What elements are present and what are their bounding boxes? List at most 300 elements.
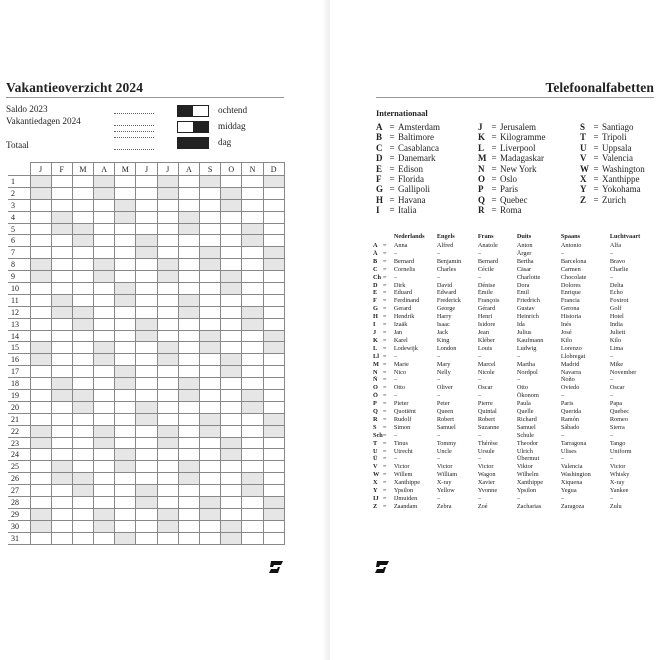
day-cell[interactable] <box>178 508 199 520</box>
day-cell[interactable] <box>242 390 263 402</box>
day-cell[interactable] <box>200 318 221 330</box>
day-cell[interactable] <box>136 390 157 402</box>
day-cell[interactable] <box>51 366 72 378</box>
day-cell[interactable] <box>263 306 284 318</box>
day-cell[interactable] <box>200 520 221 532</box>
day-cell[interactable] <box>72 508 93 520</box>
day-cell[interactable] <box>115 199 136 211</box>
day-cell[interactable] <box>51 330 72 342</box>
day-cell[interactable] <box>94 485 115 497</box>
day-cell[interactable] <box>200 497 221 509</box>
day-cell[interactable] <box>242 485 263 497</box>
day-cell[interactable] <box>221 508 242 520</box>
day-cell[interactable] <box>157 247 178 259</box>
day-cell[interactable] <box>115 390 136 402</box>
day-cell[interactable] <box>72 390 93 402</box>
day-cell[interactable] <box>221 271 242 283</box>
day-cell[interactable] <box>115 342 136 354</box>
day-cell[interactable] <box>72 354 93 366</box>
day-cell[interactable] <box>136 366 157 378</box>
day-cell[interactable] <box>30 449 51 461</box>
day-cell[interactable] <box>51 187 72 199</box>
day-cell[interactable] <box>72 199 93 211</box>
day-cell[interactable] <box>200 532 221 544</box>
day-cell[interactable] <box>136 283 157 295</box>
day-cell[interactable] <box>72 449 93 461</box>
day-cell[interactable] <box>30 306 51 318</box>
day-cell[interactable] <box>51 497 72 509</box>
day-cell[interactable] <box>157 520 178 532</box>
day-cell[interactable] <box>157 187 178 199</box>
day-cell[interactable] <box>263 283 284 295</box>
day-cell[interactable] <box>115 294 136 306</box>
day-cell[interactable] <box>157 259 178 271</box>
day-cell[interactable] <box>157 294 178 306</box>
day-cell[interactable] <box>115 306 136 318</box>
day-cell[interactable] <box>242 413 263 425</box>
day-cell[interactable] <box>242 532 263 544</box>
day-cell[interactable] <box>30 294 51 306</box>
day-cell[interactable] <box>178 283 199 295</box>
day-cell[interactable] <box>200 330 221 342</box>
day-cell[interactable] <box>157 497 178 509</box>
day-cell[interactable] <box>136 330 157 342</box>
day-cell[interactable] <box>221 413 242 425</box>
day-cell[interactable] <box>72 366 93 378</box>
day-cell[interactable] <box>200 271 221 283</box>
day-cell[interactable] <box>178 437 199 449</box>
day-cell[interactable] <box>200 187 221 199</box>
day-cell[interactable] <box>115 271 136 283</box>
day-cell[interactable] <box>242 259 263 271</box>
day-cell[interactable] <box>94 520 115 532</box>
day-cell[interactable] <box>157 485 178 497</box>
day-cell[interactable] <box>51 283 72 295</box>
day-cell[interactable] <box>115 283 136 295</box>
day-cell[interactable] <box>263 235 284 247</box>
day-cell[interactable] <box>157 390 178 402</box>
day-cell[interactable] <box>51 294 72 306</box>
day-cell[interactable] <box>94 176 115 188</box>
day-cell[interactable] <box>263 532 284 544</box>
day-cell[interactable] <box>115 461 136 473</box>
day-cell[interactable] <box>136 520 157 532</box>
day-cell[interactable] <box>94 366 115 378</box>
day-cell[interactable] <box>178 449 199 461</box>
day-cell[interactable] <box>221 176 242 188</box>
day-cell[interactable] <box>200 425 221 437</box>
day-cell[interactable] <box>200 306 221 318</box>
day-cell[interactable] <box>157 271 178 283</box>
day-cell[interactable] <box>115 425 136 437</box>
day-cell[interactable] <box>242 461 263 473</box>
day-cell[interactable] <box>157 508 178 520</box>
day-cell[interactable] <box>178 271 199 283</box>
day-cell[interactable] <box>115 176 136 188</box>
day-cell[interactable] <box>136 425 157 437</box>
day-cell[interactable] <box>242 378 263 390</box>
day-cell[interactable] <box>263 342 284 354</box>
day-cell[interactable] <box>136 413 157 425</box>
day-cell[interactable] <box>72 425 93 437</box>
day-cell[interactable] <box>94 342 115 354</box>
day-cell[interactable] <box>72 187 93 199</box>
day-cell[interactable] <box>178 378 199 390</box>
day-cell[interactable] <box>242 223 263 235</box>
day-cell[interactable] <box>157 199 178 211</box>
day-cell[interactable] <box>221 354 242 366</box>
day-cell[interactable] <box>51 247 72 259</box>
day-cell[interactable] <box>200 508 221 520</box>
day-cell[interactable] <box>136 211 157 223</box>
day-cell[interactable] <box>242 211 263 223</box>
day-cell[interactable] <box>221 461 242 473</box>
day-cell[interactable] <box>136 473 157 485</box>
day-cell[interactable] <box>221 366 242 378</box>
day-cell[interactable] <box>178 520 199 532</box>
day-cell[interactable] <box>30 473 51 485</box>
day-cell[interactable] <box>221 223 242 235</box>
day-cell[interactable] <box>94 318 115 330</box>
day-cell[interactable] <box>178 306 199 318</box>
day-cell[interactable] <box>263 485 284 497</box>
day-cell[interactable] <box>200 223 221 235</box>
day-cell[interactable] <box>200 390 221 402</box>
day-cell[interactable] <box>115 508 136 520</box>
day-cell[interactable] <box>200 461 221 473</box>
day-cell[interactable] <box>242 437 263 449</box>
day-cell[interactable] <box>51 461 72 473</box>
day-cell[interactable] <box>221 199 242 211</box>
day-cell[interactable] <box>94 354 115 366</box>
day-cell[interactable] <box>30 413 51 425</box>
day-cell[interactable] <box>242 199 263 211</box>
day-cell[interactable] <box>136 437 157 449</box>
day-cell[interactable] <box>263 508 284 520</box>
day-cell[interactable] <box>136 378 157 390</box>
day-cell[interactable] <box>51 354 72 366</box>
day-cell[interactable] <box>30 211 51 223</box>
day-cell[interactable] <box>157 342 178 354</box>
day-cell[interactable] <box>178 413 199 425</box>
day-cell[interactable] <box>136 271 157 283</box>
day-cell[interactable] <box>242 366 263 378</box>
day-cell[interactable] <box>263 473 284 485</box>
day-cell[interactable] <box>221 485 242 497</box>
day-cell[interactable] <box>94 259 115 271</box>
day-cell[interactable] <box>242 508 263 520</box>
day-cell[interactable] <box>51 318 72 330</box>
day-cell[interactable] <box>115 473 136 485</box>
day-cell[interactable] <box>136 176 157 188</box>
day-cell[interactable] <box>178 259 199 271</box>
day-cell[interactable] <box>115 532 136 544</box>
day-cell[interactable] <box>200 294 221 306</box>
day-cell[interactable] <box>242 520 263 532</box>
day-cell[interactable] <box>242 318 263 330</box>
day-cell[interactable] <box>136 199 157 211</box>
day-cell[interactable] <box>30 199 51 211</box>
day-cell[interactable] <box>221 283 242 295</box>
day-cell[interactable] <box>51 199 72 211</box>
day-cell[interactable] <box>72 330 93 342</box>
day-cell[interactable] <box>115 318 136 330</box>
day-cell[interactable] <box>221 401 242 413</box>
day-cell[interactable] <box>157 401 178 413</box>
day-cell[interactable] <box>263 176 284 188</box>
day-cell[interactable] <box>72 497 93 509</box>
day-cell[interactable] <box>30 235 51 247</box>
day-cell[interactable] <box>72 235 93 247</box>
day-cell[interactable] <box>221 235 242 247</box>
day-cell[interactable] <box>178 176 199 188</box>
day-cell[interactable] <box>94 473 115 485</box>
day-cell[interactable] <box>263 390 284 402</box>
day-cell[interactable] <box>263 401 284 413</box>
day-cell[interactable] <box>94 247 115 259</box>
day-cell[interactable] <box>221 294 242 306</box>
day-cell[interactable] <box>242 449 263 461</box>
day-cell[interactable] <box>94 508 115 520</box>
day-cell[interactable] <box>72 532 93 544</box>
day-cell[interactable] <box>200 449 221 461</box>
day-cell[interactable] <box>178 247 199 259</box>
day-cell[interactable] <box>157 211 178 223</box>
day-cell[interactable] <box>30 461 51 473</box>
day-cell[interactable] <box>115 187 136 199</box>
day-cell[interactable] <box>242 401 263 413</box>
day-cell[interactable] <box>30 259 51 271</box>
day-cell[interactable] <box>200 413 221 425</box>
day-cell[interactable] <box>136 461 157 473</box>
day-cell[interactable] <box>242 247 263 259</box>
day-cell[interactable] <box>136 401 157 413</box>
day-cell[interactable] <box>94 413 115 425</box>
day-cell[interactable] <box>157 437 178 449</box>
day-cell[interactable] <box>94 223 115 235</box>
day-cell[interactable] <box>200 378 221 390</box>
day-cell[interactable] <box>221 437 242 449</box>
day-cell[interactable] <box>94 378 115 390</box>
day-cell[interactable] <box>200 473 221 485</box>
day-cell[interactable] <box>263 259 284 271</box>
day-cell[interactable] <box>51 401 72 413</box>
day-cell[interactable] <box>94 497 115 509</box>
day-cell[interactable] <box>51 413 72 425</box>
day-cell[interactable] <box>178 532 199 544</box>
day-cell[interactable] <box>72 176 93 188</box>
day-cell[interactable] <box>30 330 51 342</box>
day-cell[interactable] <box>72 378 93 390</box>
day-cell[interactable] <box>136 294 157 306</box>
day-cell[interactable] <box>221 211 242 223</box>
day-cell[interactable] <box>115 413 136 425</box>
day-cell[interactable] <box>242 187 263 199</box>
day-cell[interactable] <box>178 461 199 473</box>
day-cell[interactable] <box>263 366 284 378</box>
day-cell[interactable] <box>263 425 284 437</box>
day-cell[interactable] <box>242 425 263 437</box>
day-cell[interactable] <box>115 366 136 378</box>
day-cell[interactable] <box>242 271 263 283</box>
day-cell[interactable] <box>221 497 242 509</box>
day-cell[interactable] <box>178 187 199 199</box>
day-cell[interactable] <box>200 259 221 271</box>
day-cell[interactable] <box>115 485 136 497</box>
day-cell[interactable] <box>94 294 115 306</box>
day-cell[interactable] <box>30 366 51 378</box>
day-cell[interactable] <box>157 283 178 295</box>
day-cell[interactable] <box>242 473 263 485</box>
day-cell[interactable] <box>136 449 157 461</box>
day-cell[interactable] <box>115 497 136 509</box>
day-cell[interactable] <box>72 283 93 295</box>
day-cell[interactable] <box>157 306 178 318</box>
day-cell[interactable] <box>221 259 242 271</box>
day-cell[interactable] <box>136 485 157 497</box>
day-cell[interactable] <box>72 223 93 235</box>
day-cell[interactable] <box>157 413 178 425</box>
day-cell[interactable] <box>200 485 221 497</box>
day-cell[interactable] <box>178 199 199 211</box>
day-cell[interactable] <box>263 520 284 532</box>
day-cell[interactable] <box>72 247 93 259</box>
day-cell[interactable] <box>51 211 72 223</box>
day-cell[interactable] <box>30 401 51 413</box>
day-cell[interactable] <box>115 354 136 366</box>
day-cell[interactable] <box>136 247 157 259</box>
day-cell[interactable] <box>157 176 178 188</box>
day-cell[interactable] <box>136 259 157 271</box>
day-cell[interactable] <box>263 199 284 211</box>
day-cell[interactable] <box>115 211 136 223</box>
day-cell[interactable] <box>94 283 115 295</box>
day-cell[interactable] <box>94 306 115 318</box>
day-cell[interactable] <box>30 485 51 497</box>
day-cell[interactable] <box>94 330 115 342</box>
day-cell[interactable] <box>30 437 51 449</box>
day-cell[interactable] <box>94 211 115 223</box>
day-cell[interactable] <box>221 473 242 485</box>
day-cell[interactable] <box>51 508 72 520</box>
day-cell[interactable] <box>200 199 221 211</box>
day-cell[interactable] <box>221 342 242 354</box>
day-cell[interactable] <box>115 401 136 413</box>
day-cell[interactable] <box>263 294 284 306</box>
day-cell[interactable] <box>263 413 284 425</box>
day-cell[interactable] <box>242 497 263 509</box>
day-cell[interactable] <box>30 187 51 199</box>
day-cell[interactable] <box>242 294 263 306</box>
day-cell[interactable] <box>115 330 136 342</box>
day-cell[interactable] <box>136 508 157 520</box>
day-cell[interactable] <box>157 532 178 544</box>
day-cell[interactable] <box>72 401 93 413</box>
day-cell[interactable] <box>242 235 263 247</box>
day-cell[interactable] <box>115 520 136 532</box>
day-cell[interactable] <box>221 247 242 259</box>
day-cell[interactable] <box>51 425 72 437</box>
day-cell[interactable] <box>136 532 157 544</box>
day-cell[interactable] <box>157 318 178 330</box>
day-cell[interactable] <box>221 449 242 461</box>
day-cell[interactable] <box>115 449 136 461</box>
day-cell[interactable] <box>157 354 178 366</box>
day-cell[interactable] <box>115 223 136 235</box>
day-cell[interactable] <box>157 378 178 390</box>
day-cell[interactable] <box>51 437 72 449</box>
day-cell[interactable] <box>30 532 51 544</box>
day-cell[interactable] <box>242 306 263 318</box>
day-cell[interactable] <box>263 437 284 449</box>
day-cell[interactable] <box>221 318 242 330</box>
day-cell[interactable] <box>200 211 221 223</box>
day-cell[interactable] <box>72 437 93 449</box>
day-cell[interactable] <box>221 330 242 342</box>
day-cell[interactable] <box>94 187 115 199</box>
day-cell[interactable] <box>178 223 199 235</box>
day-cell[interactable] <box>263 378 284 390</box>
day-cell[interactable] <box>115 259 136 271</box>
day-cell[interactable] <box>136 306 157 318</box>
day-cell[interactable] <box>242 342 263 354</box>
day-cell[interactable] <box>30 271 51 283</box>
day-cell[interactable] <box>263 247 284 259</box>
day-cell[interactable] <box>30 378 51 390</box>
day-cell[interactable] <box>178 485 199 497</box>
day-cell[interactable] <box>72 413 93 425</box>
day-cell[interactable] <box>157 473 178 485</box>
day-cell[interactable] <box>200 176 221 188</box>
day-cell[interactable] <box>72 271 93 283</box>
day-cell[interactable] <box>200 283 221 295</box>
day-cell[interactable] <box>51 390 72 402</box>
day-cell[interactable] <box>157 235 178 247</box>
day-cell[interactable] <box>263 330 284 342</box>
day-cell[interactable] <box>242 176 263 188</box>
day-cell[interactable] <box>263 449 284 461</box>
totaal-input-line[interactable] <box>114 149 154 150</box>
day-cell[interactable] <box>30 508 51 520</box>
day-cell[interactable] <box>178 342 199 354</box>
day-cell[interactable] <box>263 497 284 509</box>
day-cell[interactable] <box>221 425 242 437</box>
day-cell[interactable] <box>94 449 115 461</box>
day-cell[interactable] <box>221 520 242 532</box>
day-cell[interactable] <box>136 223 157 235</box>
day-cell[interactable] <box>51 271 72 283</box>
day-cell[interactable] <box>263 354 284 366</box>
day-cell[interactable] <box>178 211 199 223</box>
day-cell[interactable] <box>157 461 178 473</box>
day-cell[interactable] <box>51 449 72 461</box>
day-cell[interactable] <box>94 401 115 413</box>
day-cell[interactable] <box>136 235 157 247</box>
day-cell[interactable] <box>200 342 221 354</box>
day-cell[interactable] <box>178 294 199 306</box>
day-cell[interactable] <box>30 283 51 295</box>
day-cell[interactable] <box>51 378 72 390</box>
day-cell[interactable] <box>178 473 199 485</box>
day-cell[interactable] <box>157 425 178 437</box>
day-cell[interactable] <box>136 497 157 509</box>
day-cell[interactable] <box>30 223 51 235</box>
day-cell[interactable] <box>157 223 178 235</box>
day-cell[interactable] <box>200 401 221 413</box>
day-cell[interactable] <box>136 342 157 354</box>
day-cell[interactable] <box>72 485 93 497</box>
day-cell[interactable] <box>178 235 199 247</box>
